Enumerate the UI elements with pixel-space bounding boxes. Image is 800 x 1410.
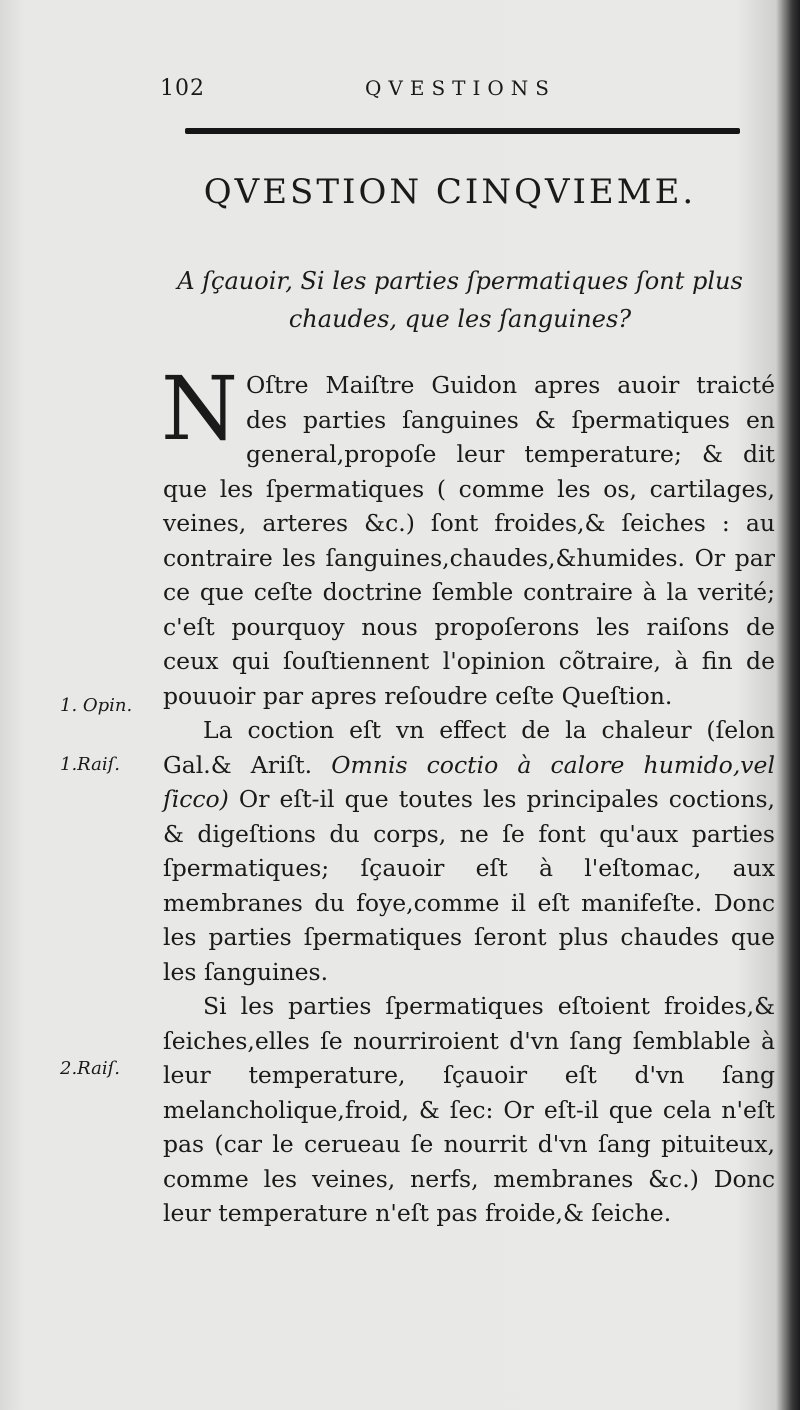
paragraph-2-text-b: Or eſt-il que toutes les principales coctions, & digeſtions du corps, ne ſe font qu'aux parties ſpermatiques; ſçauoir eſt à l'eſtomac, aux membranes du foye,comme il eſt manifeſte. Donc les parties ſpermatiques ſeront plus chaudes que les ſanguines. [163, 785, 775, 986]
paragraph-2 [163, 713, 775, 989]
latin-quote: Omnis coctio à calore humido,vel ſicco) [163, 750, 775, 813]
body-text [161, 357, 775, 1231]
page-number: 102 [160, 76, 205, 101]
paragraph-1-text: Oſtre Maiſtre Guidon apres auoir traicté des parties ſanguines & ſpermatiques en general,propoſe leur temperature; & dit que les ſpermatiques ( comme les os, cartilages, veines, arteres &c.) ſont froides,& ſeiches : au contraire les ſanguines,chaudes,&humides. Or par ce que ceſte doctrine ſemble contraire à la verité; c'eſt pourquoy nous propoſerons les raiſons de ceux qui ſouſtiennent l'opinion cõtraire, à fin de pouuoir par apres reſoudre ceſte Queſtion. [163, 371, 775, 710]
margin-note-reason-2: 2.Raiſ. [60, 1058, 121, 1079]
paragraph-3-text: Si les parties ſpermatiques eſtoient froides,& ſeiches,elles ſe nourriroient d'vn ſang ſemblable à leur temperature, ſçauoir eſt d'vn ſang melancholique,froid, & ſec: Or eſt-il que cela n'eſt pas (car le cerueau ſe nourrit d'vn ſang pituiteux, comme les veines, nerfs, membranes &c.) Donc leur temperature n'eſt pas froide,& ſeiche. [163, 992, 775, 1227]
running-title: QVESTIONS [365, 76, 556, 100]
chapter-subtitle: A ſçauoir, Si les parties ſpermatiques ſont plus chaudes, que les ſanguines? [177, 267, 743, 333]
chapter-title: QVESTION CINQVIEME. [203, 172, 697, 212]
paragraph-2-text-a: La coction eſt vn effect de la chaleur (ſelon Gal.& Ariſt. [163, 716, 775, 779]
paragraph-3 [163, 989, 775, 1231]
margin-note-opinion: 1. Opin. [60, 695, 133, 716]
page-header [160, 76, 760, 106]
header-rule [185, 128, 740, 134]
drop-cap: N [161, 357, 238, 460]
margin-note-reason-1: 1.Raiſ. [60, 754, 121, 775]
paragraph-1 [161, 357, 775, 713]
